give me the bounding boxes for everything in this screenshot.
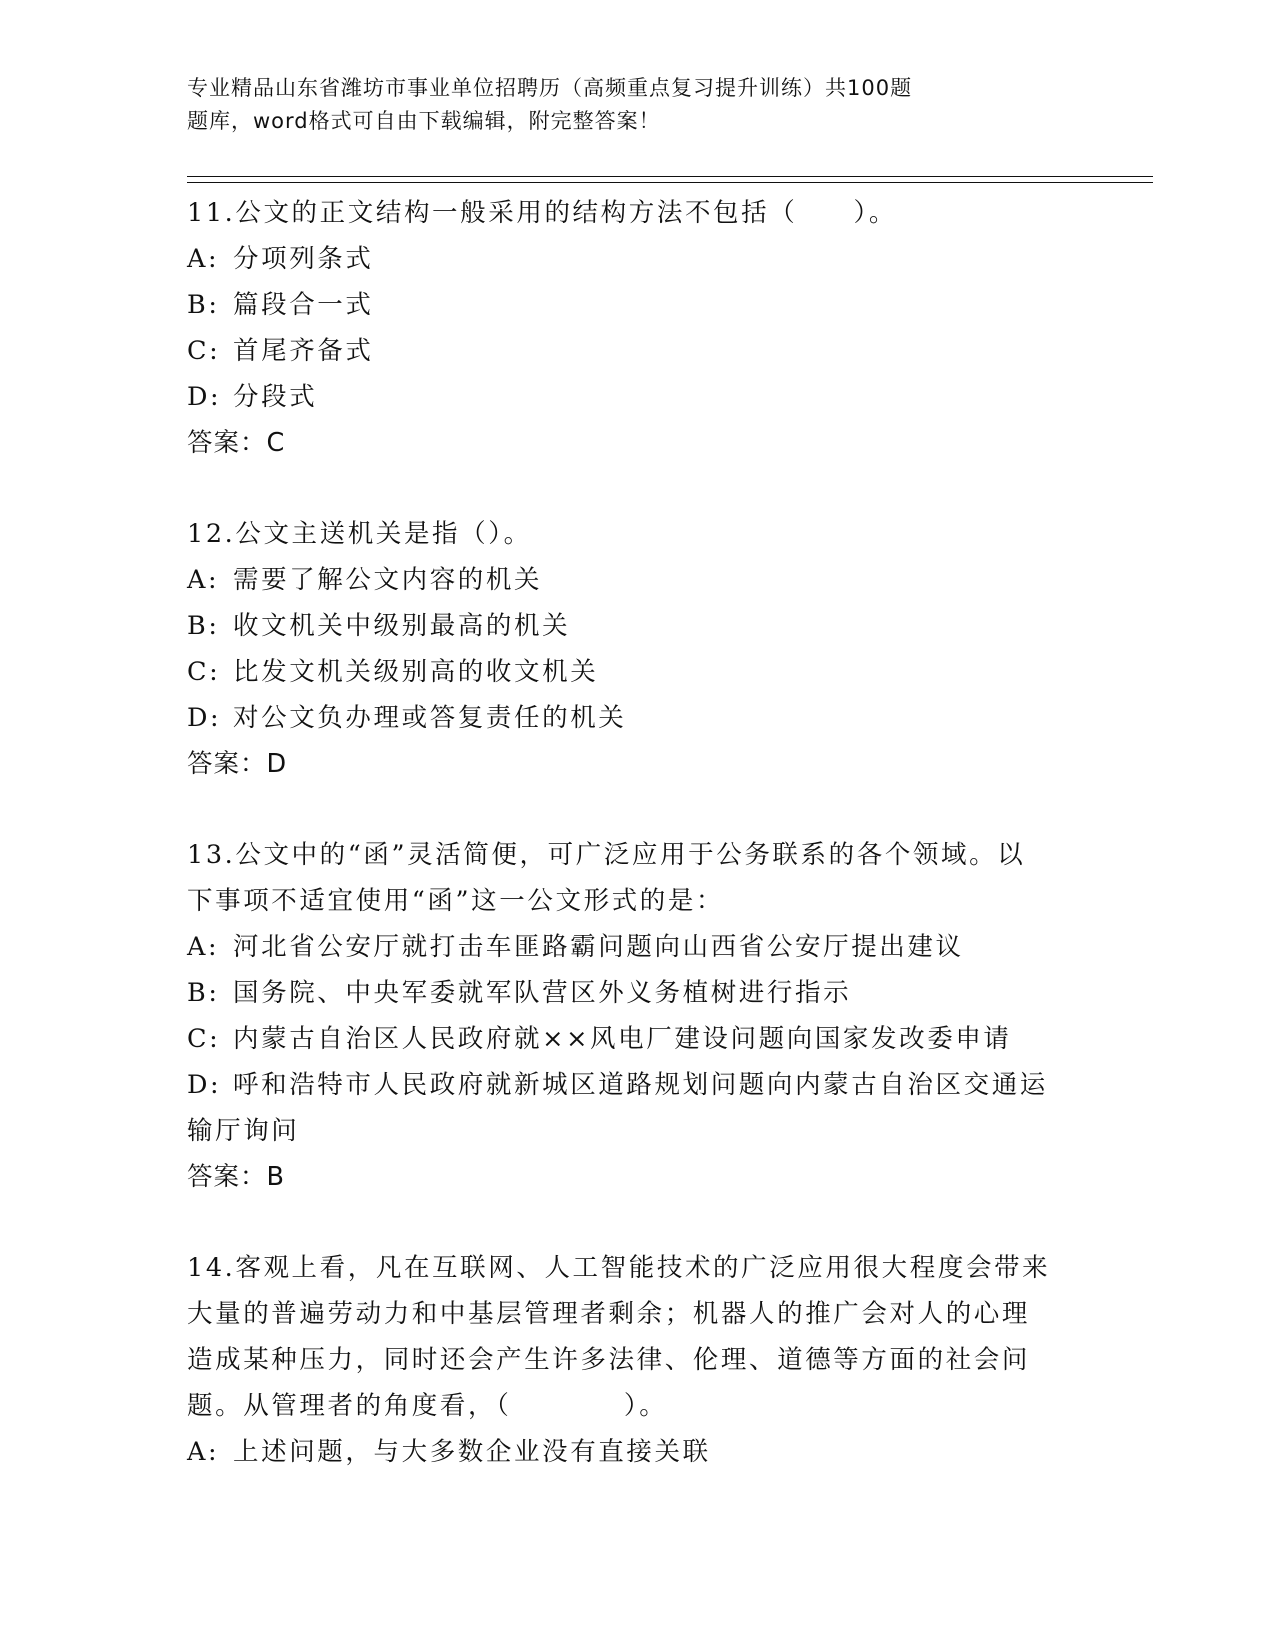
option-text: 分段式 [233,382,318,412]
option-text: 国务院、中央军委就军队营区外义务植树进行指示 [233,978,852,1008]
option-letter: C: [187,1024,221,1054]
option-d [187,374,1087,420]
header-divider-bottom [187,182,1153,183]
question-spacer [187,787,1087,832]
option-letter: B: [187,290,220,320]
option-text: 首尾齐备式 [233,336,374,366]
stem-line: 13.公文中的“函”灵活简便，可广泛应用于公务联系的各个领域。以 [187,840,1026,870]
header-line-2: 题库，word格式可自由下载编辑，附完整答案！ [187,109,661,133]
option-text: 收文机关中级别最高的机关 [233,611,571,641]
question-stem [187,1245,1087,1429]
question-stem [187,190,1087,236]
option-letter: B: [187,978,220,1008]
question-stem [187,511,1087,557]
option-text: 需要了解公文内容的机关 [233,565,543,595]
question-11 [187,190,1087,466]
option-c [187,328,1087,374]
stem-line: 题。从管理者的角度看，（ ）。 [187,1391,668,1421]
option-d-continuation: 输厅询问 [187,1116,300,1146]
answer-line: 答案：C [187,428,286,458]
option-letter: D: [187,382,222,412]
header-divider-top [187,176,1153,177]
question-13 [187,832,1087,1200]
option-text: 呼和浩特市人民政府就新城区道路规划问题向内蒙古自治区交通运 [233,1070,1048,1100]
document-header [187,72,1087,138]
option-letter: A: [187,1437,220,1467]
option-b [187,282,1087,328]
option-text: 比发文机关级别高的收文机关 [233,657,599,687]
answer-line: 答案：D [187,749,288,779]
option-text: 篇段合一式 [233,290,374,320]
question-14 [187,1245,1087,1475]
option-a [187,1429,1087,1475]
answer-line: 答案：B [187,1162,285,1192]
option-c [187,649,1087,695]
option-text: 分项列条式 [233,244,374,274]
header-line-1: 专业精品山东省潍坊市事业单位招聘历（高频重点复习提升训练）共100题 [187,76,913,100]
option-text: 河北省公安厅就打击车匪路霸问题向山西省公安厅提出建议 [233,932,964,962]
option-c [187,1016,1087,1062]
question-stem [187,832,1087,924]
option-letter: C: [187,657,221,687]
question-12 [187,511,1087,787]
option-b [187,970,1087,1016]
option-a [187,236,1087,282]
option-letter: A: [187,932,220,962]
stem-line: 下事项不适宜使用“函”这一公文形式的是： [187,886,725,916]
option-text: 内蒙古自治区人民政府就××风电厂建设问题向国家发改委申请 [233,1024,1012,1054]
stem-line: 造成某种压力，同时还会产生许多法律、伦理、道德等方面的社会问 [187,1345,1031,1375]
option-b [187,603,1087,649]
question-list [187,190,1087,1475]
option-letter: C: [187,336,221,366]
option-d [187,695,1087,741]
option-letter: B: [187,611,220,641]
stem-line: 11.公文的正文结构一般采用的结构方法不包括（ ）。 [187,198,898,228]
option-a [187,557,1087,603]
option-letter: D: [187,703,222,733]
option-letter: A: [187,565,220,595]
option-text: 对公文负办理或答复责任的机关 [233,703,627,733]
stem-line: 14.客观上看，凡在互联网、人工智能技术的广泛应用很大程度会带来 [187,1253,1051,1283]
option-letter: A: [187,244,220,274]
question-spacer [187,1200,1087,1245]
stem-line: 12.公文主送机关是指（）。 [187,519,532,549]
option-a [187,924,1087,970]
option-letter: D: [187,1070,222,1100]
question-spacer [187,466,1087,511]
option-text: 上述问题，与大多数企业没有直接关联 [233,1437,711,1467]
stem-line: 大量的普遍劳动力和中基层管理者剩余；机器人的推广会对人的心理 [187,1299,1031,1329]
option-d [187,1062,1087,1108]
